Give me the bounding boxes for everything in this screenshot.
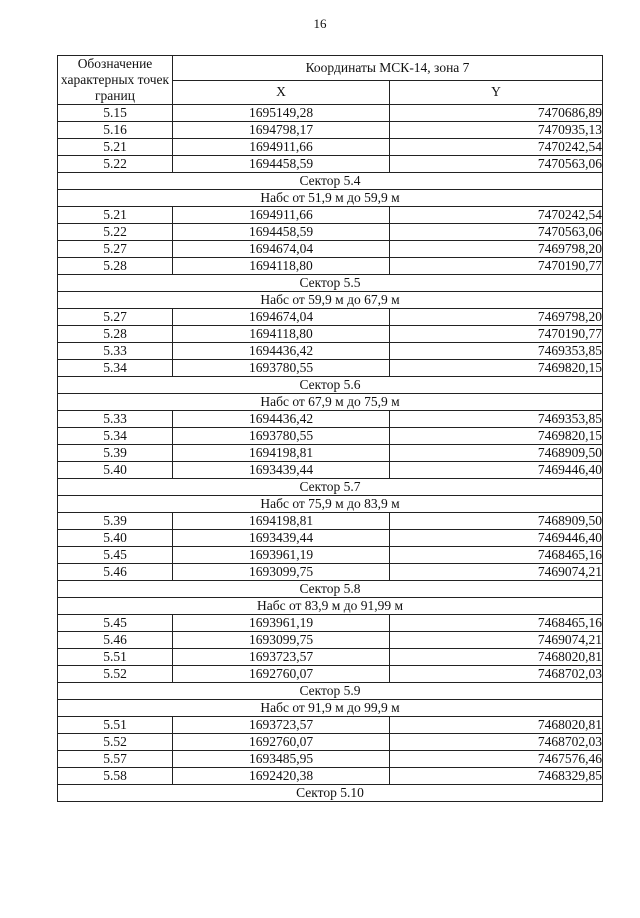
table-row (58, 734, 603, 751)
header-row-top (58, 56, 603, 81)
point-id-cell: 5.52 (58, 666, 173, 683)
point-id-cell: 5.33 (58, 411, 173, 428)
table-row (58, 411, 603, 428)
table-row (58, 751, 603, 768)
sector-title-row (58, 275, 603, 292)
coordinates-table (57, 55, 603, 802)
table-row (58, 615, 603, 632)
y-coordinate-cell: 7468020,81 (390, 717, 603, 734)
x-coordinate-cell: 1694436,42 (173, 343, 390, 360)
sector-range-row (58, 700, 603, 717)
sector-title: Сектор 5.10 (58, 785, 603, 802)
sector-height-range: Набс от 83,9 м до 91,99 м (58, 598, 603, 615)
coordinate-system-header: Координаты МСК-14, зона 7 (173, 56, 603, 81)
table-row (58, 462, 603, 479)
table-row (58, 445, 603, 462)
table-row (58, 632, 603, 649)
y-coordinate-cell: 7468020,81 (390, 649, 603, 666)
y-coordinate-cell: 7469446,40 (390, 530, 603, 547)
sector-range-row (58, 496, 603, 513)
point-id-cell: 5.34 (58, 360, 173, 377)
x-coordinate-cell: 1694198,81 (173, 513, 390, 530)
x-column-header: X (173, 80, 390, 105)
x-coordinate-cell: 1693099,75 (173, 632, 390, 649)
point-id-cell: 5.22 (58, 224, 173, 241)
y-coordinate-cell: 7469798,20 (390, 241, 603, 258)
x-coordinate-cell: 1694911,66 (173, 207, 390, 224)
y-coordinate-cell: 7468465,16 (390, 547, 603, 564)
point-id-cell: 5.40 (58, 462, 173, 479)
page-number: 16 (313, 16, 327, 31)
y-coordinate-cell: 7469074,21 (390, 632, 603, 649)
sector-title-row (58, 581, 603, 598)
table-row (58, 207, 603, 224)
y-coordinate-cell: 7470242,54 (390, 139, 603, 156)
x-coordinate-cell: 1694198,81 (173, 445, 390, 462)
point-id-cell: 5.21 (58, 207, 173, 224)
point-id-cell: 5.57 (58, 751, 173, 768)
point-id-cell: 5.28 (58, 258, 173, 275)
x-coordinate-cell: 1694674,04 (173, 309, 390, 326)
y-coordinate-cell: 7469353,85 (390, 411, 603, 428)
point-id-cell: 5.22 (58, 156, 173, 173)
y-coordinate-cell: 7468909,50 (390, 445, 603, 462)
x-coordinate-cell: 1694798,17 (173, 122, 390, 139)
y-coordinate-cell: 7468465,16 (390, 615, 603, 632)
y-coordinate-cell: 7470190,77 (390, 326, 603, 343)
x-coordinate-cell: 1693439,44 (173, 462, 390, 479)
y-coordinate-cell: 7468329,85 (390, 768, 603, 785)
x-coordinate-cell: 1694118,80 (173, 326, 390, 343)
point-id-cell: 5.46 (58, 632, 173, 649)
table-body (58, 105, 603, 802)
x-coordinate-cell: 1693780,55 (173, 428, 390, 445)
x-coordinate-cell: 1694436,42 (173, 411, 390, 428)
table-row (58, 564, 603, 581)
x-coordinate-cell: 1693780,55 (173, 360, 390, 377)
sector-title-row (58, 173, 603, 190)
sector-title: Сектор 5.4 (58, 173, 603, 190)
y-coordinate-cell: 7469074,21 (390, 564, 603, 581)
point-id-cell: 5.39 (58, 445, 173, 462)
point-id-cell: 5.51 (58, 649, 173, 666)
sector-title-row (58, 377, 603, 394)
sector-title: Сектор 5.9 (58, 683, 603, 700)
table-row (58, 547, 603, 564)
y-coordinate-cell: 7467576,46 (390, 751, 603, 768)
y-coordinate-cell: 7468909,50 (390, 513, 603, 530)
y-column-header: Y (390, 80, 603, 105)
point-id-cell: 5.16 (58, 122, 173, 139)
point-id-cell: 5.21 (58, 139, 173, 156)
table-row (58, 122, 603, 139)
x-coordinate-cell: 1694674,04 (173, 241, 390, 258)
point-id-cell: 5.45 (58, 615, 173, 632)
y-coordinate-cell: 7468702,03 (390, 734, 603, 751)
sector-title-row (58, 479, 603, 496)
y-coordinate-cell: 7469798,20 (390, 309, 603, 326)
x-coordinate-cell: 1693439,44 (173, 530, 390, 547)
y-coordinate-cell: 7469353,85 (390, 343, 603, 360)
point-id-cell: 5.45 (58, 547, 173, 564)
table-row (58, 666, 603, 683)
sector-height-range: Набс от 91,9 м до 99,9 м (58, 700, 603, 717)
x-coordinate-cell: 1693099,75 (173, 564, 390, 581)
point-id-cell: 5.52 (58, 734, 173, 751)
table-row (58, 530, 603, 547)
sector-height-range: Набс от 75,9 м до 83,9 м (58, 496, 603, 513)
x-coordinate-cell: 1695149,28 (173, 105, 390, 122)
sector-range-row (58, 292, 603, 309)
table-row (58, 156, 603, 173)
x-coordinate-cell: 1694118,80 (173, 258, 390, 275)
table-row (58, 768, 603, 785)
y-coordinate-cell: 7470190,77 (390, 258, 603, 275)
sector-title-row (58, 683, 603, 700)
x-coordinate-cell: 1694458,59 (173, 156, 390, 173)
x-coordinate-cell: 1692420,38 (173, 768, 390, 785)
y-coordinate-cell: 7470563,06 (390, 224, 603, 241)
table-row (58, 513, 603, 530)
x-coordinate-cell: 1693961,19 (173, 547, 390, 564)
point-id-cell: 5.27 (58, 241, 173, 258)
x-coordinate-cell: 1694458,59 (173, 224, 390, 241)
y-coordinate-cell: 7470935,13 (390, 122, 603, 139)
table-row (58, 360, 603, 377)
sector-range-row (58, 190, 603, 207)
table-row (58, 649, 603, 666)
table-row (58, 343, 603, 360)
y-coordinate-cell: 7468702,03 (390, 666, 603, 683)
x-coordinate-cell: 1692760,07 (173, 734, 390, 751)
point-designation-header: Обозначение характерных точек границ (58, 56, 173, 105)
y-coordinate-cell: 7470242,54 (390, 207, 603, 224)
x-coordinate-cell: 1694911,66 (173, 139, 390, 156)
table-row (58, 326, 603, 343)
table-row (58, 428, 603, 445)
sector-title: Сектор 5.8 (58, 581, 603, 598)
x-coordinate-cell: 1693723,57 (173, 649, 390, 666)
y-coordinate-cell: 7469446,40 (390, 462, 603, 479)
point-id-cell: 5.51 (58, 717, 173, 734)
sector-title: Сектор 5.7 (58, 479, 603, 496)
y-coordinate-cell: 7469820,15 (390, 360, 603, 377)
y-coordinate-cell: 7470563,06 (390, 156, 603, 173)
sector-height-range: Набс от 59,9 м до 67,9 м (58, 292, 603, 309)
sector-range-row (58, 598, 603, 615)
table-row (58, 105, 603, 122)
table-row (58, 139, 603, 156)
x-coordinate-cell: 1693961,19 (173, 615, 390, 632)
table-row (58, 717, 603, 734)
y-coordinate-cell: 7469820,15 (390, 428, 603, 445)
point-id-cell: 5.58 (58, 768, 173, 785)
point-id-cell: 5.15 (58, 105, 173, 122)
point-id-cell: 5.46 (58, 564, 173, 581)
point-id-cell: 5.40 (58, 530, 173, 547)
sector-title: Сектор 5.5 (58, 275, 603, 292)
y-coordinate-cell: 7470686,89 (390, 105, 603, 122)
sector-height-range: Набс от 67,9 м до 75,9 м (58, 394, 603, 411)
point-id-cell: 5.34 (58, 428, 173, 445)
x-coordinate-cell: 1693723,57 (173, 717, 390, 734)
table-row (58, 309, 603, 326)
point-id-cell: 5.27 (58, 309, 173, 326)
point-id-cell: 5.39 (58, 513, 173, 530)
table-row (58, 258, 603, 275)
x-coordinate-cell: 1692760,07 (173, 666, 390, 683)
table-row (58, 241, 603, 258)
point-id-cell: 5.28 (58, 326, 173, 343)
point-id-cell: 5.33 (58, 343, 173, 360)
sector-title: Сектор 5.6 (58, 377, 603, 394)
sector-title-row (58, 785, 603, 802)
sector-range-row (58, 394, 603, 411)
sector-height-range: Набс от 51,9 м до 59,9 м (58, 190, 603, 207)
x-coordinate-cell: 1693485,95 (173, 751, 390, 768)
table-row (58, 224, 603, 241)
